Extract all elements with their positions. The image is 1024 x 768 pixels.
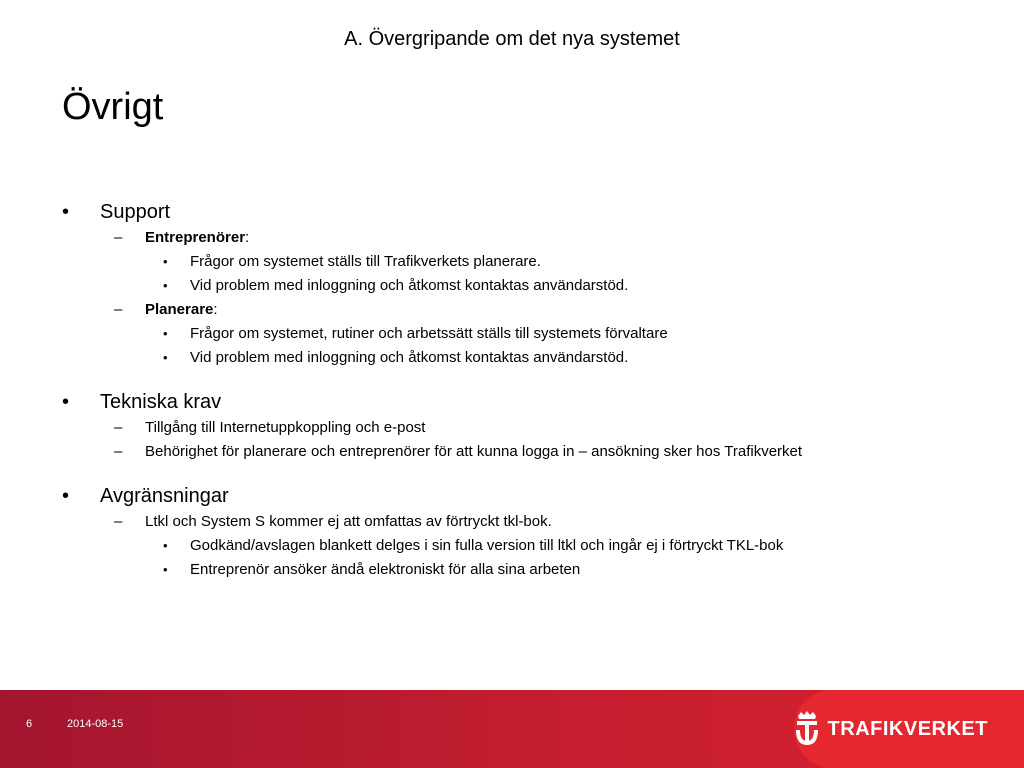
bullet-marker: • — [163, 562, 168, 577]
bullet-tekniska-krav — [62, 388, 1002, 416]
list-item — [62, 510, 1002, 534]
bullet-marker: • — [163, 538, 168, 553]
list-item-text: Vid problem med inloggning och åtkomst kontaktas användarstöd. — [190, 277, 629, 294]
list-item-text: Ltkl och System S kommer ej att omfattas av förtryckt tkl-bok. — [145, 513, 552, 530]
footer-date: 2014-08-15 — [67, 718, 124, 730]
section-title: A. Övergripande om det nya systemet — [344, 28, 680, 50]
footer-bar — [0, 690, 1024, 768]
bullet-avgransningar-text: Avgränsningar — [100, 485, 229, 507]
list-item — [62, 416, 1002, 440]
slide-title: Övrigt — [62, 86, 164, 128]
bullet-marker: • — [62, 391, 70, 413]
planerare-label: Planerare — [145, 301, 214, 318]
entreprenorer-suffix: : — [245, 229, 250, 246]
bullet-support-text: Support — [100, 201, 171, 223]
list-item-text: Frågor om systemet ställs till Trafikverkets planerare. — [190, 253, 541, 270]
list-item — [62, 558, 1002, 582]
bullet-marker: • — [62, 485, 70, 507]
bullet-marker: • — [163, 326, 168, 341]
list-item-text: Godkänd/avslagen blankett delges i sin fulla version till ltkl och ingår ej i förtryckt TKL-bok — [190, 537, 784, 554]
dash-marker: – — [114, 443, 123, 460]
bullet-marker: • — [62, 201, 70, 223]
bullet-support — [62, 198, 1002, 226]
page-number: 6 — [26, 718, 33, 730]
bullet-marker: • — [163, 278, 168, 293]
bullet-avgransningar — [62, 482, 1002, 510]
dash-marker: – — [114, 229, 123, 246]
bullet-marker: • — [163, 254, 168, 269]
bullet-tekniska-krav-text: Tekniska krav — [100, 391, 222, 413]
list-item-text: Vid problem med inloggning och åtkomst kontaktas användarstöd. — [190, 349, 629, 366]
list-item — [62, 346, 1002, 370]
trafikverket-logo — [792, 710, 988, 748]
dash-marker: – — [114, 513, 123, 530]
list-item — [62, 250, 1002, 274]
list-item-text: Tillgång till Internetuppkoppling och e-post — [145, 419, 426, 436]
entreprenorer-label: Entreprenörer — [145, 229, 246, 246]
list-item — [62, 534, 1002, 558]
logo-text: TRAFIKVERKET — [827, 717, 988, 740]
crown-emblem-icon — [792, 710, 822, 748]
list-item — [62, 322, 1002, 346]
list-item — [62, 274, 1002, 298]
slide-content — [62, 198, 1002, 582]
subbullet-planerare — [62, 298, 1002, 322]
list-item-text: Entreprenör ansöker ändå elektroniskt för alla sina arbeten — [190, 561, 581, 578]
planerare-suffix: : — [213, 301, 218, 318]
dash-marker: – — [114, 419, 123, 436]
bullet-marker: • — [163, 350, 168, 365]
list-item-text: Behörighet för planerare och entreprenörer för att kunna logga in – ansökning sker hos Trafikverket — [145, 443, 803, 460]
list-item-text: Frågor om systemet, rutiner och arbetssätt ställs till systemets förvaltare — [190, 325, 668, 342]
list-item — [62, 440, 1002, 464]
dash-marker: – — [114, 301, 123, 318]
subbullet-entreprenorer — [62, 226, 1002, 250]
